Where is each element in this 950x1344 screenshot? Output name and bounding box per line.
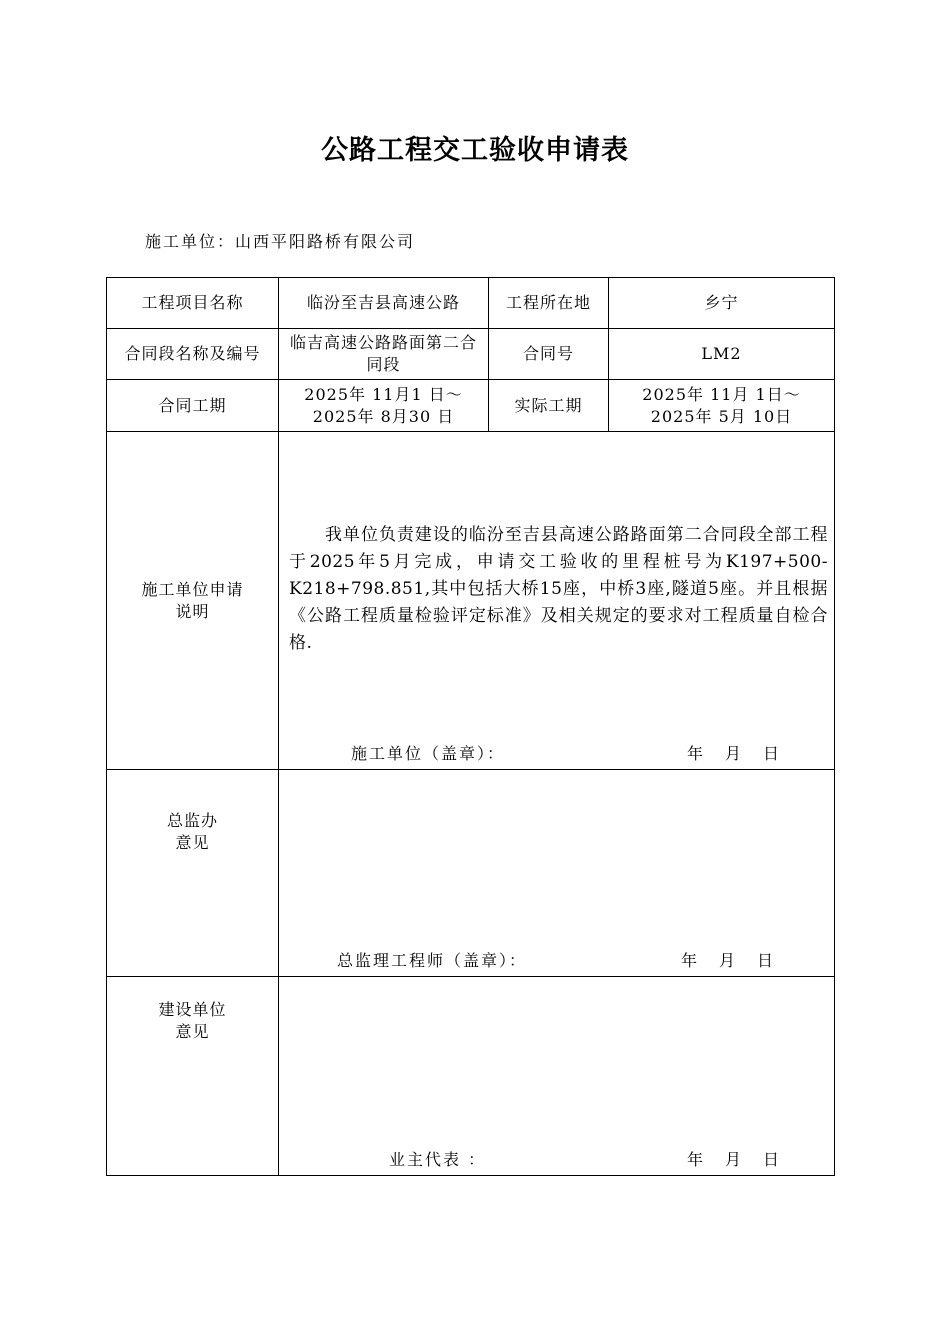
contract-no-value: LM2 bbox=[609, 329, 835, 380]
actual-period-start: 2025年 11月 1日～ bbox=[642, 384, 801, 404]
section-label: 合同段名称及编号 bbox=[107, 329, 279, 380]
supervision-content bbox=[279, 770, 835, 977]
owner-signature bbox=[279, 1149, 834, 1173]
contractor-line: 施工单位：山西平阳路桥有限公司 bbox=[145, 232, 416, 251]
supervision-label: 总监办 意见 bbox=[107, 770, 279, 977]
contract-period-label: 合同工期 bbox=[107, 380, 279, 432]
table-row bbox=[107, 977, 835, 1176]
actual-period-end: 2025年 5月 10日 bbox=[650, 406, 793, 426]
owner-label: 建设单位 意见 bbox=[107, 977, 279, 1176]
project-name-value: 临汾至吉县高速公路 bbox=[279, 278, 489, 329]
location-label: 工程所在地 bbox=[489, 278, 609, 329]
signer-label: 业主代表 ： bbox=[389, 1150, 487, 1169]
date-fields: 年 月 日 bbox=[687, 1150, 780, 1169]
application-text: 我单位负责建设的临汾至吉县高速公路路面第二合同段全部工程于2025年5月完成，申请交工验收的里程桩号为K197+500-K218+798.851,其中包括大桥15座，中桥3座,隧道5座。并且根据《公路工程质量检验评定标准》及相关规定的要求对工程质量自检合格. bbox=[289, 525, 828, 653]
table-row bbox=[107, 278, 835, 329]
section-value: 临吉高速公路路面第二合同段 bbox=[279, 329, 489, 380]
table-row bbox=[107, 770, 835, 977]
location-value: 乡宁 bbox=[609, 278, 835, 329]
contract-no-label: 合同号 bbox=[489, 329, 609, 380]
acceptance-form-table bbox=[106, 277, 835, 1176]
table-row bbox=[107, 432, 835, 770]
contract-period-value bbox=[279, 380, 489, 432]
table-row bbox=[107, 329, 835, 380]
actual-period-value bbox=[609, 380, 835, 432]
application-signature bbox=[279, 743, 834, 767]
project-name-label: 工程项目名称 bbox=[107, 278, 279, 329]
owner-content bbox=[279, 977, 835, 1176]
application-content bbox=[279, 432, 835, 770]
date-fields: 年 月 日 bbox=[687, 744, 780, 763]
actual-period-label: 实际工期 bbox=[489, 380, 609, 432]
signer-label: 施工单位（盖章）： bbox=[351, 744, 506, 763]
form-title: 公路工程交工验收申请表 bbox=[321, 135, 629, 166]
contract-period-end: 2025年 8月30 日 bbox=[312, 406, 455, 426]
contract-period-start: 2025年 11月1 日～ bbox=[304, 384, 463, 404]
date-fields: 年 月 日 bbox=[681, 951, 774, 970]
application-label: 施工单位申请 说明 bbox=[107, 432, 279, 770]
signer-label: 总监理工程师（盖章）： bbox=[337, 951, 528, 970]
supervision-signature bbox=[279, 950, 834, 974]
table-row bbox=[107, 380, 835, 432]
